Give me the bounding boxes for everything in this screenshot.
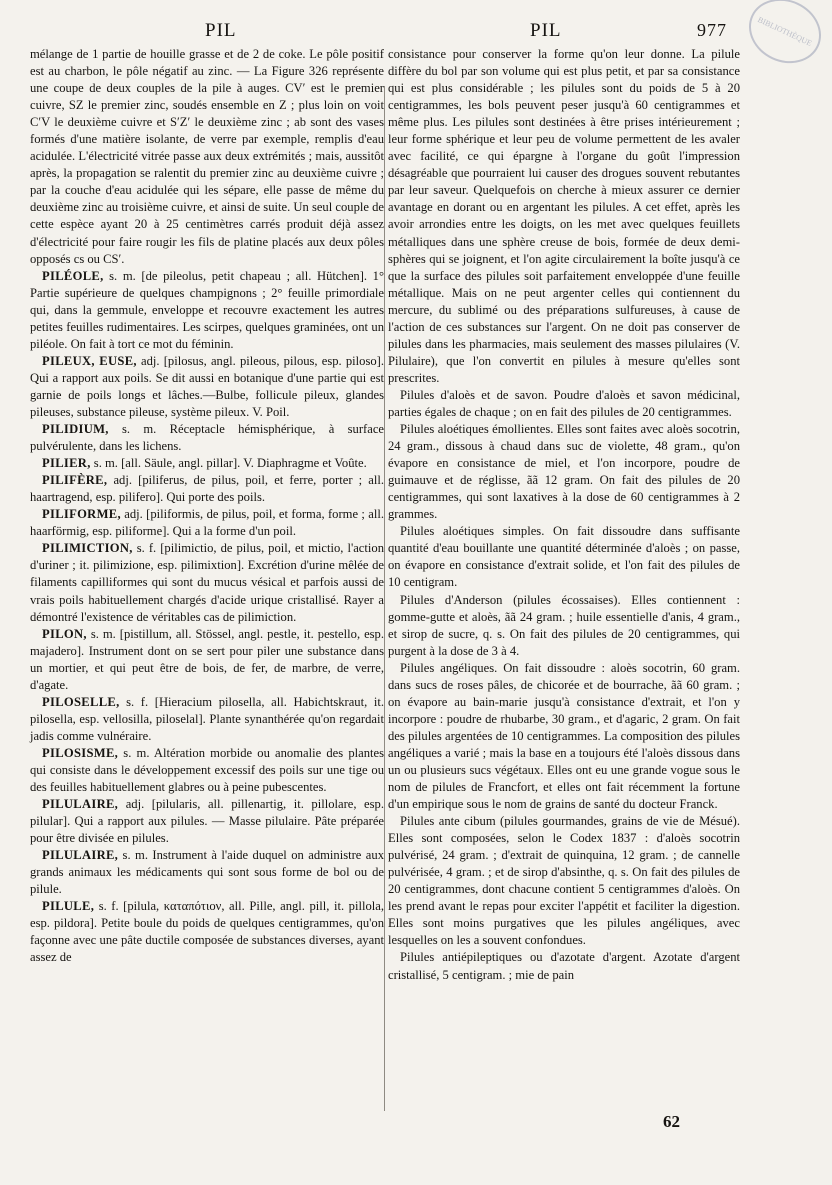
text-paragraph	[388, 46, 740, 387]
entry-text: adj. [piliformis, de pilus, poil, et forma, forme ; all. haarförmig, esp. piliforme]. Qui a la forme d'un poil.	[30, 507, 384, 539]
entry-text: mélange de 1 partie de houille grasse et de 2 de coke. Le pôle positif est au charbon, le pôle négatif au zinc. — La Figure 326 représente une coupe de deux couples de la pile à auges. CV′ est le premier cuivre, SZ le premier zinc, soudés ensemble en Z ; plus loin on voit C′V le deuxième cuivre et S′Z′ le deuxième zinc ; ab sont des vases formés d'une matière isolante, de verre par exemple, remplis d'eau acidulée. L'électricité vitrée passe aux deux extrémités ; mais, aussitôt après, la propagation se ralentit du premier zinc au deuxième cuivre ; par la couche d'eau acidulée qui les sépare, elle passe de même du deuxième zinc au troisième cuivre, et ainsi de suite. Un seul couple de cette espèce ayant 20 à 25 centimètres carrés produit déjà assez d'électricité pour faire rougir les fils de platine placés aux deux pôles opposés cs ou CS′.	[30, 47, 384, 266]
text-paragraph	[30, 46, 384, 268]
stamp-text: BIBLIOTHÈQUE	[756, 14, 814, 48]
entry-text: adj. [piliferus, de pilus, poil, et ferre, porter ; all. haartragend, esp. pilifero]. Qui porte des poils.	[30, 473, 384, 505]
entry-headword: PILEUX, EUSE,	[42, 353, 137, 368]
dictionary-entry	[30, 796, 384, 847]
entry-text: consistance pour conserver la forme qu'on leur donne. La pilule diffère du bol par son volume qui est plus petit, et par sa consistance qui est plus considérable ; les pilules sont du poids de 5 à 20 centigrammes, les bols peuvent peser jusqu'à 60 centigrammes et même plus. Les pilules sont destinées à être prises intérieurement ; leur forme sphérique et leur peu de volume permettent de les avaler avec facilité, ce qui épargne à l'organe du goût l'impression désagréable que pourraient lui causer des drogues souvent rebutantes par leur saveur. Quelquefois on cherche à mieux assurer ce dernier avantage en dorant ou en argentant les pilules. A cet effet, après les avoir arrondies entre les doigts, on les met avec quelques feuillets métalliques dans une sphère creuse de bois, formée de deux demi-sphères qui se joignent, et l'on agite circulairement la boîte jusqu'à ce que la surface des pilules soit parfaitement enveloppée d'une feuille métallique. Mais on ne peut argenter celles qui contiennent du mercure, du sublimé ou des préparations sulfureuses, à cause de l'action de ces substances sur l'argent. On ne doit pas conserver de pilules dans les pharmacies, mais seulement des masses pilulaires (V. Pilulaire), que l'on convertit en pilules à mesure qu'elles sont prescrites.	[388, 47, 740, 385]
entry-headword: PILOSELLE,	[42, 694, 120, 709]
dictionary-entry	[30, 506, 384, 540]
entry-text: Pilules d'Anderson (pilules écossaises). Elles contiennent : gomme-gutte et aloès, ãã 24 gram. ; huile essentielle d'anis, 4 gram., et sirop de sucre, q. s. On fait des pilules de 20 centigrammes, qui purgent à la dose de 3 à 4.	[388, 592, 740, 658]
entry-text: Pilules antiépileptiques ou d'azotate d'argent. Azotate d'argent cristallisé, 5 centigram. ; mie de pain	[388, 950, 740, 982]
entry-text: Pilules aloétiques simples. On fait dissoudre dans suffisante quantité d'eau bouillante une quantité déterminée d'aloès ; on passe, on évapore en consistance d'extrait solide, et l'on fait des pilules de 10 centigram.	[388, 524, 740, 590]
entry-text: s. f. [Hieracium pilosella, all. Habichtskraut, it. pilosella, esp. vellosilla, piloselal]. Plante synanthérée qu'on regardait jadis comme vulnéraire.	[30, 694, 384, 743]
entry-text: s. m. Instrument à l'aide duquel on administre aux grands animaux les médicaments qui sont sous forme de bol ou de pilule.	[30, 848, 384, 897]
entry-text: adj. [pilularis, all. pillenartig, it. pillolare, esp. pilular]. Qui a rapport aux pilules. — Masse pilulaire. Pâte préparée pour être divisée en pilules.	[30, 797, 384, 846]
entry-headword: PILULAIRE,	[42, 797, 119, 812]
entry-headword: PILIFÈRE,	[42, 473, 108, 488]
entry-text: Pilules angéliques. On fait dissoudre : aloès socotrin, 60 gram. dans sucs de roses pâles, de chicorée et de bourrache, ãã 60 gram. ; on évapore au bain-marie jusqu'à consistance d'extrait, et l'on y incorpore : poudre de rhubarbe, 30 gram., et d'agaric, 2 gram. On fait des pilules argentées de 10 centigrammes. La composition des pilules angéliques a varié ; mais la base en a toujours été l'aloès dissous dans un ou plusieurs sucs végétaux. Elles ont eu une grande vogue sous le nom de pilules de Francfort, et elles ont fait récemment la fortune d'un empirique sous le nom de grains de santé du docteur Franck.	[388, 660, 740, 812]
text-paragraph	[388, 387, 740, 421]
dictionary-entry	[30, 745, 384, 796]
entry-headword: PILON,	[42, 626, 87, 641]
entry-headword: PILULAIRE,	[42, 848, 119, 863]
entry-text: s. m. [pistillum, all. Stössel, angl. pestle, it. pestello, esp. majadero]. Instrument dont on se sert pour piler une substance dans un mortier, et qui peut être de bois, de fer, de marbre, de verre, d'agate.	[30, 626, 384, 692]
entry-text: s. f. [pilula, καταπότιον, all. Pille, angl. pill, it. pillola, esp. pildora]. Petite boule du poids de quelques centigrammes, qu'on façonne avec une pâte ductile composée de substances diverses, ayant assez de	[30, 899, 384, 965]
page-number: 977	[697, 20, 727, 40]
entry-headword: PILÉOLE,	[42, 268, 104, 283]
entry-headword: PILULE,	[42, 899, 95, 914]
text-paragraph	[388, 523, 740, 591]
dictionary-entry	[30, 353, 384, 421]
library-stamp	[738, 0, 831, 75]
header-right-word: PIL	[530, 20, 562, 41]
dictionary-entry	[30, 540, 384, 625]
right-column	[388, 46, 740, 984]
dictionary-entry	[30, 455, 384, 472]
text-paragraph	[388, 421, 740, 523]
left-column	[30, 46, 384, 967]
signature-mark: 62	[663, 1112, 680, 1131]
entry-text: Pilules aloétiques émollientes. Elles sont faites avec aloès socotrin, 24 gram., dissous à chaud dans suc de violette, 48 gram., qu'on évapore en consistance de miel, et l'on incorpore, poudre de guimauve et de réglisse, ãã 12 gram. On fait des pilules de 20 centigrammes, qui sont laxatives à la dose de 60 centigrammes à 2 grammes.	[388, 422, 740, 522]
text-paragraph	[388, 592, 740, 660]
dictionary-entry	[30, 694, 384, 745]
dictionary-entry	[30, 898, 384, 966]
entry-text: s. m. Altération morbide ou anomalie des plantes qui consiste dans le développement excessif des poils sur une tige ou des feuilles habituellement glabres ou à peine pubescentes.	[30, 745, 384, 795]
entry-text: s. m. [all. Säule, angl. pillar]. V. Diaphragme et Voûte.	[90, 456, 367, 471]
dictionary-entry	[30, 421, 384, 455]
dictionary-entry	[30, 472, 384, 506]
dictionary-entry	[30, 626, 384, 694]
entry-text: s. f. [pilimictio, de pilus, poil, et mictio, l'action d'uriner ; it. pilimizione, esp. pilimixtion]. Excrétion d'urine mêlée de filaments capilliformes qui sont du mucus vésical et parfois aussi de vrais poils habituellement chargés d'acide urique cristallisé. Rayer a démontré l'existence de véritables cas de pilimiction.	[30, 541, 384, 624]
text-paragraph	[388, 949, 740, 983]
text-paragraph	[388, 660, 740, 813]
text-paragraph	[388, 813, 740, 949]
entry-text: s. m. Réceptacle hémisphérique, à surface pulvérulente, dans les lichens.	[30, 422, 384, 454]
header-left-word: PIL	[205, 20, 237, 41]
entry-text: s. m. [de pileolus, petit chapeau ; all. Hütchen]. 1° Partie supérieure de quelques champignons ; 2° feuille primordiale qui, dans la gemmule, enveloppe et recouvre exactement les autres petites feuilles rudimentaires. Les scirpes, quelques graminées, ont un piléole. On fait à tort ce mot du féminin.	[30, 268, 384, 351]
entry-text: Pilules d'aloès et de savon. Poudre d'aloès et savon médicinal, parties égales de chaque ; on en fait des pilules de 20 centigrammes.	[388, 387, 740, 419]
entry-text: adj. [pilosus, angl. pileous, pilous, esp. piloso]. Qui a rapport aux poils. Se dit aussi en botanique d'une partie qui est garnie de poils longs et lâches.—Bulbe, follicule pileux, glandes pileuses, substance pileuse, système pileux. V. Poil.	[30, 353, 384, 419]
dictionary-entry	[30, 847, 384, 898]
running-header	[0, 14, 800, 48]
entry-headword: PILIER,	[42, 456, 91, 471]
column-divider	[384, 86, 385, 1111]
entry-headword: PILIFORME,	[42, 507, 121, 522]
entry-headword: PILIMICTION,	[42, 541, 133, 556]
entry-headword: PILIDIUM,	[42, 422, 109, 437]
dictionary-entry	[30, 268, 384, 353]
entry-text: Pilules ante cibum (pilules gourmandes, grains de vie de Mésué). Elles sont composées, selon le Codex 1837 : d'aloès socotrin pulvérisé, 24 gram. ; d'extrait de quinquina, 12 gram. ; de cannelle pulvérisée, 4 gram. ; et de sirop d'absinthe, q. s. On fait des pilules de 20 centigrammes, dont chacune contient 5 centigrammes d'aloès. On les prend avant le repas pour exciter l'appétit et faciliter la digestion. Elles sont moins purgatives que les pilules angéliques, avec lesquelles on les a souvent confondues.	[388, 814, 740, 948]
entry-headword: PILOSISME,	[42, 745, 119, 760]
